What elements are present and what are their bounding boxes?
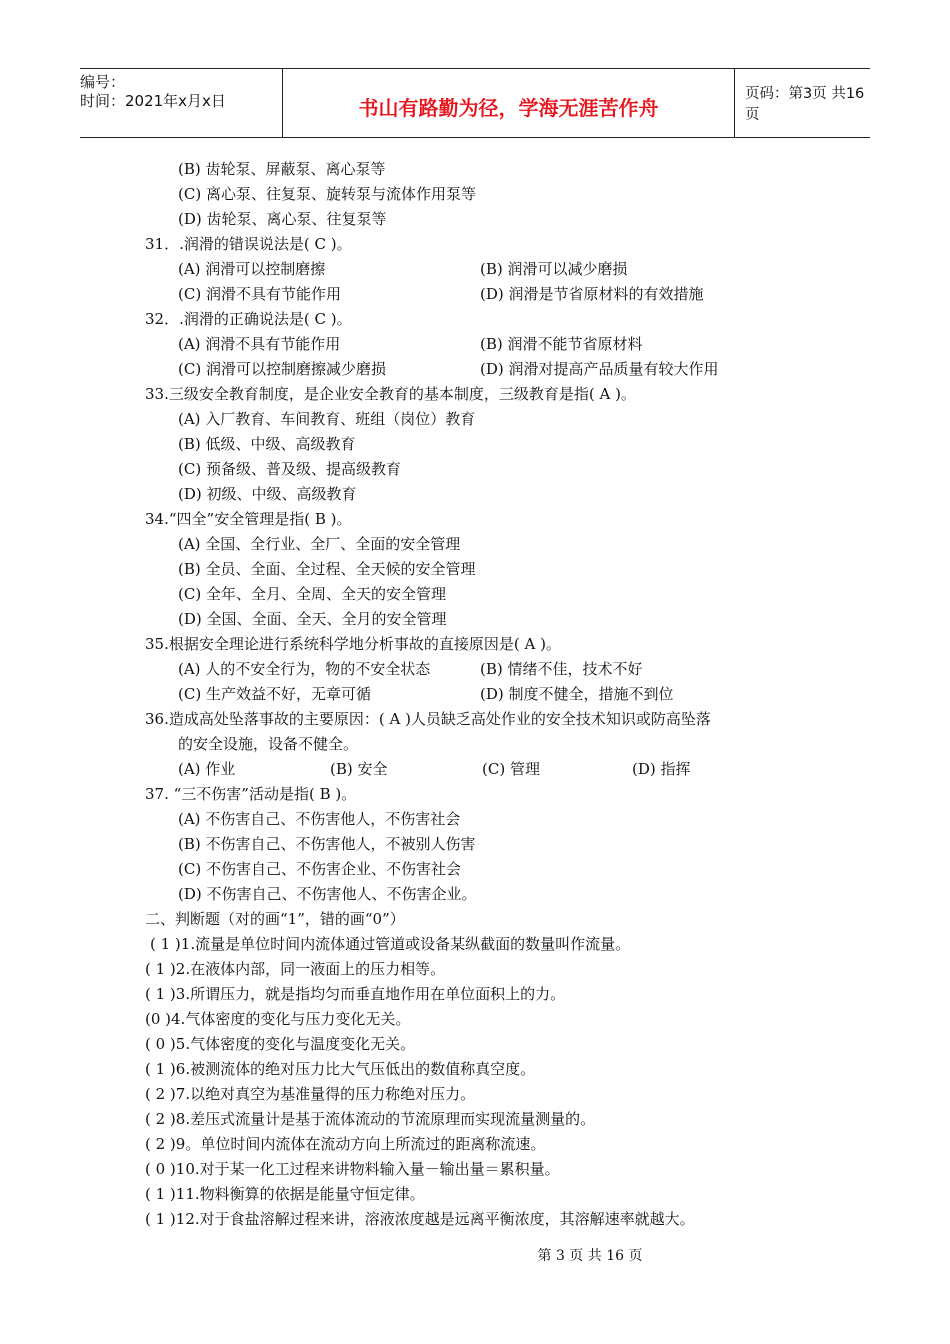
text-line: 31．.润滑的错误说法是( C )。	[145, 235, 352, 253]
text-line: (C) 润滑不具有节能作用	[178, 285, 341, 303]
text-line: 的安全设施，设备不健全。	[178, 735, 359, 753]
text-line: ( 1 )12.对于食盐溶解过程来讲，溶液浓度越是远离平衡浓度，其溶解速率就越大。	[145, 1210, 695, 1228]
text-line: ( 1 )3.所谓压力，就是指均匀而垂直地作用在单位面积上的力。	[145, 985, 566, 1003]
text-line: (C) 管理	[482, 760, 540, 778]
text-line: (D) 不伤害自己、不伤害他人、不伤害企业。	[178, 885, 477, 903]
text-line: (C) 不伤害自己、不伤害企业、不伤害社会	[178, 860, 461, 878]
text-line: ( 0 )5.气体密度的变化与温度变化无关。	[145, 1035, 416, 1053]
text-line: (D) 制度不健全，措施不到位	[480, 685, 674, 703]
text-line: (C) 全年、全月、全周、全天的安全管理	[178, 585, 446, 603]
text-line: 37. “三不伤害”活动是指( B )。	[145, 785, 357, 803]
header-page-info: 页码：第3页 共16页	[745, 86, 865, 123]
text-line: (D) 润滑是节省原材料的有效措施	[480, 285, 704, 303]
text-line: (B) 低级、中级、高级教育	[178, 435, 356, 453]
text-line: (0 )4.气体密度的变化与压力变化无关。	[145, 1010, 411, 1028]
text-line: ( 2 )9。单位时间内流体在流动方向上所流过的距离称流速。	[145, 1135, 546, 1153]
text-line: (A) 入厂教育、车间教育、班组（岗位）教育	[178, 410, 476, 428]
text-line: 35.根据安全理论进行系统科学地分析事故的直接原因是( A )。	[145, 635, 561, 653]
footer-page-number: 第 3 页 共 16 页	[537, 1248, 643, 1264]
text-line: ( 2 )7.以绝对真空为基准量得的压力称绝对压力。	[145, 1085, 476, 1103]
text-line: (B) 润滑可以减少磨损	[480, 260, 628, 278]
text-line: (A) 作业	[178, 760, 236, 778]
text-line: ( 1 )2.在液体内部，同一液面上的压力相等。	[145, 960, 446, 978]
text-line: 二、判断题（对的画“1”，错的画“0”）	[145, 910, 405, 928]
text-line: ( 1 )11.物料衡算的依据是能量守恒定律。	[145, 1185, 425, 1203]
text-line: (C) 离心泵、往复泵、旋转泵与流体作用泵等	[178, 185, 476, 203]
text-line: (B) 润滑不能节省原材料	[480, 335, 643, 353]
text-line: (B) 全员、全面、全过程、全天候的安全管理	[178, 560, 476, 578]
text-line: 34.“四全”安全管理是指( B )。	[145, 510, 352, 528]
text-line: (A) 润滑可以控制磨擦	[178, 260, 326, 278]
text-line: (B) 不伤害自己、不伤害他人，不被别人伤害	[178, 835, 476, 853]
text-line: (D) 全国、全面、全天、全月的安全管理	[178, 610, 447, 628]
text-line: (B) 齿轮泵、屏蔽泵、离心泵等	[178, 160, 386, 178]
text-line: (A) 全国、全行业、全厂、全面的安全管理	[178, 535, 461, 553]
text-line: ( 2 )8.差压式流量计是基于流体流动的节流原理而实现流量测量的。	[145, 1110, 596, 1128]
text-line: (D) 齿轮泵、离心泵、往复泵等	[178, 210, 387, 228]
text-line: ( 0 )10.对于某一化工过程来讲物料输入量－输出量＝累积量。	[145, 1160, 560, 1178]
text-line: (D) 初级、中级、高级教育	[178, 485, 357, 503]
text-line: (C) 润滑可以控制磨擦减少磨损	[178, 360, 386, 378]
text-line: (A) 人的不安全行为，物的不安全状态	[178, 660, 431, 678]
text-line: (A) 不伤害自己、不伤害他人，不伤害社会	[178, 810, 461, 828]
header-motto: 书山有路勤为径，学海无涯苦作舟	[282, 69, 735, 137]
header-number: 编号：	[80, 73, 126, 91]
text-line: 32．.润滑的正确说法是( C )。	[145, 310, 352, 328]
header-meta	[80, 69, 282, 137]
text-line: 36.造成高处坠落事故的主要原因：( A )人员缺乏高处作业的安全技术知识或防高坠落	[145, 710, 711, 728]
text-line: (B) 情绪不佳，技术不好	[480, 660, 643, 678]
text-line: (D) 指挥	[632, 760, 691, 778]
header-date: 时间：2021年x月x日	[80, 92, 226, 110]
text-line: (B) 安全	[330, 760, 388, 778]
text-line: (D) 润滑对提高产品质量有较大作用	[480, 360, 719, 378]
text-line: ( 1 )1.流量是单位时间内流体通过管道或设备某纵截面的数量叫作流量。	[150, 935, 631, 953]
text-line: (C) 生产效益不好，无章可循	[178, 685, 371, 703]
page-header	[80, 68, 870, 138]
text-line: ( 1 )6.被测流体的绝对压力比大气压低出的数值称真空度。	[145, 1060, 536, 1078]
text-line: (C) 预备级、普及级、提高级教育	[178, 460, 401, 478]
text-line: 33.三级安全教育制度，是企业安全教育的基本制度，三级教育是指( A )。	[145, 385, 636, 403]
text-line: (A) 润滑不具有节能作用	[178, 335, 341, 353]
page-footer	[0, 1245, 950, 1265]
